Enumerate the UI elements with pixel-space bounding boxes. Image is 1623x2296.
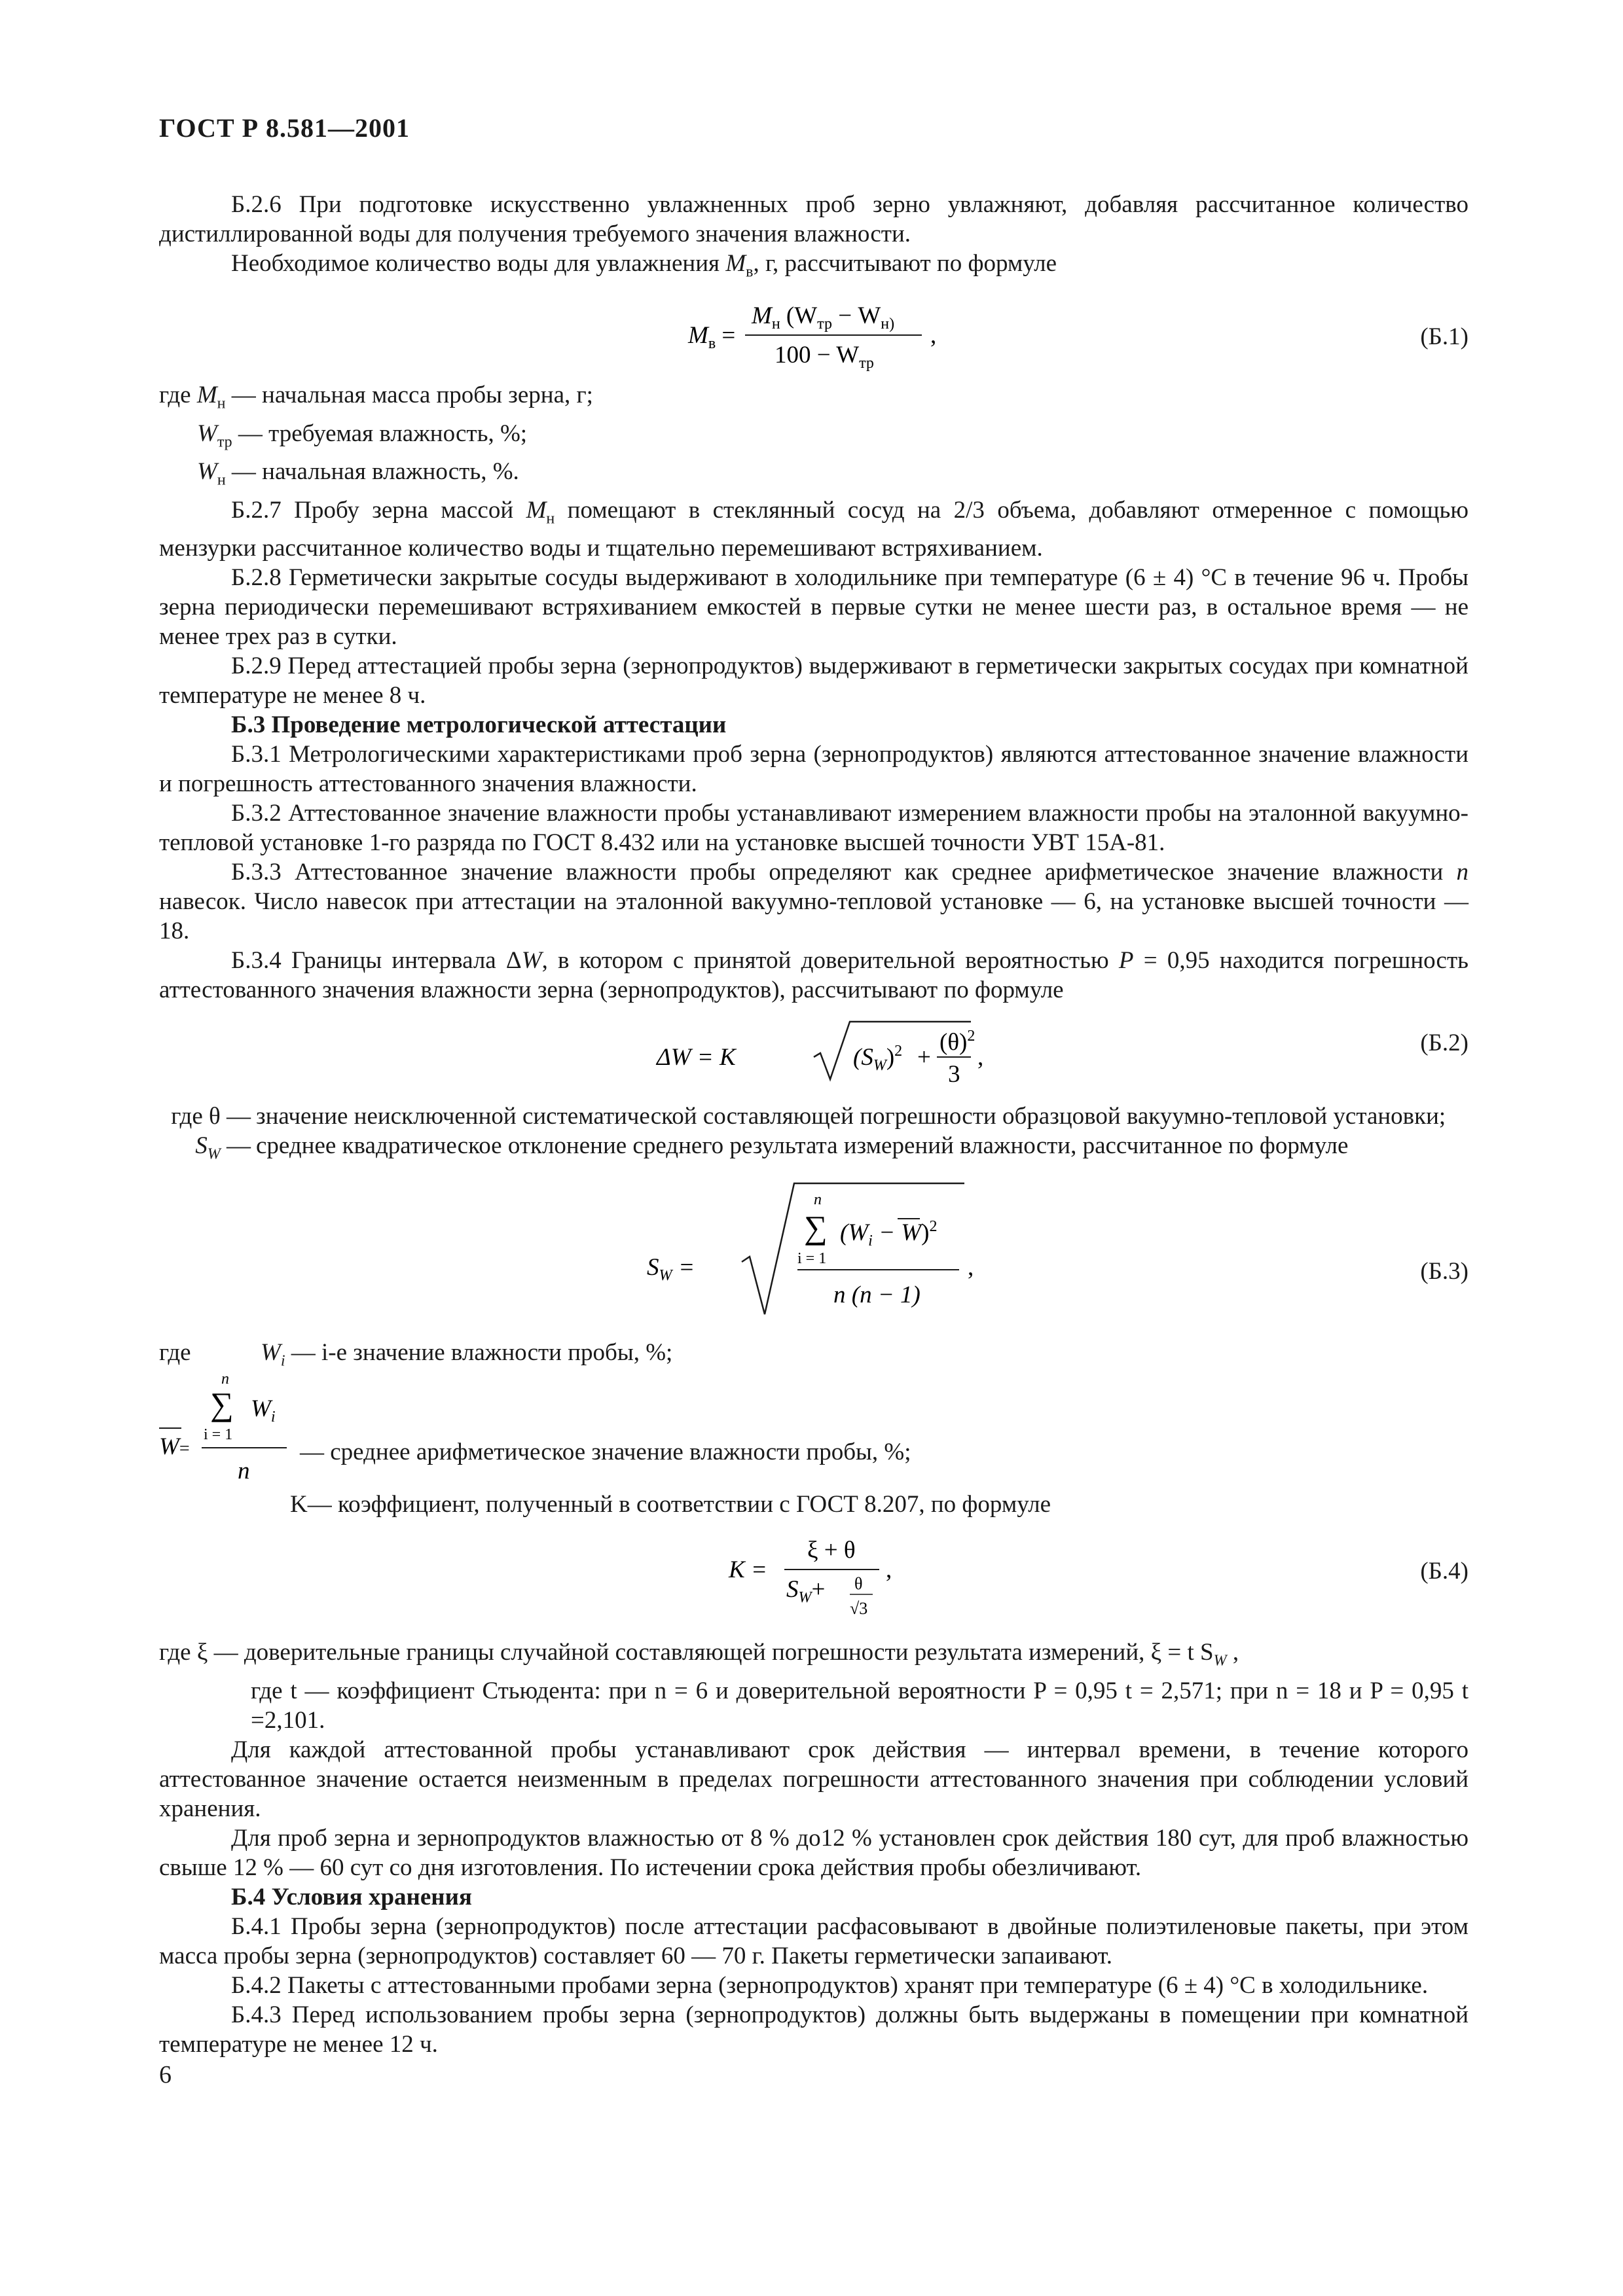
svg-text:ΔW = K: ΔW = K <box>657 1043 736 1071</box>
svg-text:n: n <box>221 1371 229 1388</box>
paragraph-water-amount: Необходимое количество воды для увлажнения $M_в$, г, рассчитывают по формуле <box>231 250 1057 281</box>
legend-b2-row: где θ — значение неисключенной систематической составляющей погрешности образцовой вакуумно-тепловой установки; <box>171 1102 1446 1130</box>
svg-text:Mв =: $M_в$ = <box>688 322 736 353</box>
formula-number-b3: (Б.3) <box>1420 1258 1468 1285</box>
legend-b3 <box>159 1338 1468 1521</box>
svg-text:n: n <box>814 1191 822 1209</box>
formula-b2 <box>159 1014 1468 1092</box>
svg-text:SW+: $S_W+$ <box>786 1576 826 1607</box>
legend-b1 <box>159 380 1468 495</box>
paragraph-b28: Б.2.8 Герметически закрытые сосуды выдерживают в холодильнике при температуре (6 ± 4) °С в течение 96 ч. Пробы зерна периодически перемешивают встряхиванием емкостей в первые сутки не менее шести раз, в остальное время — не менее трех раз в сутки. <box>159 564 1468 650</box>
paragraph-b34: Б.3.4 Границы интервала ΔW, в котором с принятой доверительной вероятностью P = 0,95 находится погрешность аттестованного значения влажности зерна (зернопродуктов), рассчитывают по формуле <box>159 946 1469 1003</box>
paragraph-b26: Б.2.6 При подготовке искусственно увлажненных проб зерно увлажняют, добавляя рассчитанное количество дистиллированной воды для получения требуемого значения влажности. <box>159 191 1468 247</box>
paragraph-b32: Б.3.2 Аттестованное значение влажности пробы устанавливают измерением влажности пробы на эталонной вакуумно-тепловой установке 1-го разряда по ГОСТ 8.432 или на установке высшей точности УВТ 15А-81. <box>159 799 1468 856</box>
svg-text:n: n <box>238 1458 250 1485</box>
paragraph-b41: Б.4.1 Пробы зерна (зернопродуктов) после аттестации расфасовывают в двойные полиэтиленовые пакеты, при этом масса пробы зерна (зернопродуктов) составляет 60 — 70 г. Пакеты герметически запаивают. <box>159 1912 1468 1969</box>
svg-text:i = 1: i = 1 <box>797 1250 827 1268</box>
formula-number-b2: (Б.2) <box>1420 1029 1468 1056</box>
document-body <box>159 190 1468 2059</box>
svg-text:∑: ∑ <box>804 1209 828 1246</box>
paragraph-validity-1: Для каждой аттестованной пробы устанавливают срок действия — интервал времени, в течение которого аттестованное значение остается неизменным в пределах погрешности аттестованного значения при соблюдении условий хранения. <box>159 1736 1468 1822</box>
paragraph-validity-2: Для проб зерна и зернопродуктов влажностью от 8 % до12 % установлен срок действия 180 сут, для проб влажностью свыше 12 % — 60 сут со дня изготовления. По истечении срока действия пробы обезличивают. <box>159 1824 1468 1881</box>
svg-text:+: + <box>917 1043 931 1071</box>
svg-text:√3: √3 <box>850 1599 868 1619</box>
paragraph-b27: Б.2.7 Пробу зерна массой $M_н$ помещают в стеклянный сосуд на 2/3 объема, добавляют отмеренное с помощью мензурки рассчитанное количество воды и тщательно перемешивают встряхиванием. <box>159 496 1469 562</box>
svg-text:(θ)2: $(\theta)^2$ <box>939 1027 976 1056</box>
formula-number-b4: (Б.4) <box>1420 1558 1468 1585</box>
svg-text:Wi: $W_i$ <box>251 1395 276 1426</box>
svg-text:θ: θ <box>854 1574 863 1594</box>
svg-text:,: , <box>977 1043 984 1071</box>
svg-text:K =: K = <box>729 1556 767 1584</box>
svg-text:ξ + θ: ξ + θ <box>807 1537 856 1564</box>
legend-b1-row: где $M_н$ — начальная масса пробы зерна, г; <box>159 382 593 412</box>
legend-b4-xi: где ξ — доверительные границы случайной составляющей погрешности результата измерений, ξ = t $S_W$ , <box>159 1639 1239 1670</box>
svg-text:(SW)2: $(S_W)^2$ <box>853 1042 903 1074</box>
svg-text:,: , <box>930 322 937 350</box>
section-heading-b4: Б.4 Условия хранения <box>231 1883 472 1910</box>
svg-text:100 − Wтр: $100 - W_{тр}$ <box>775 342 874 372</box>
paragraph-b29: Б.2.9 Перед аттестацией пробы зерна (зернопродуктов) выдерживают в герметически закрытых сосудах при комнатной температуре не менее 8 ч. <box>159 652 1468 709</box>
paragraph-b43: Б.4.3 Перед использованием пробы зерна (зернопродуктов) должны быть выдержаны в помещении при комнатной температуре не менее 12 ч. <box>159 2001 1468 2058</box>
section-heading-b3: Б.3 Проведение метрологической аттестации <box>231 711 727 738</box>
formula-b1 <box>159 296 1468 371</box>
svg-text:,: , <box>968 1254 974 1282</box>
legend-b1-row: $W_н$ — начальная влажность, %. <box>197 458 519 489</box>
svg-text:3: 3 <box>948 1060 960 1088</box>
legend-b4-t: где t — коэффициент Стьюдента: при n = 6 и доверительной вероятности P = 0,95 t = 2,571; при n = 18 и P = 0,95 t =2,101. <box>251 1677 1468 1734</box>
document-header: ГОСТ Р 8.581—2001 <box>159 113 410 143</box>
formula-b3 <box>159 1178 1468 1329</box>
formula-number-b1: (Б.1) <box>1420 323 1468 351</box>
svg-text:n (n − 1): n (n − 1) <box>833 1282 921 1309</box>
legend-b4 <box>159 1638 1468 1734</box>
svg-text:∑: ∑ <box>210 1386 234 1423</box>
svg-text:(Wi − W)2: $(W_i - W)^2$ <box>840 1218 938 1250</box>
page-number: 6 <box>159 2061 172 2089</box>
svg-text:i = 1: i = 1 <box>204 1426 233 1444</box>
svg-text:Mн (Wтр − Wн): $M_н$ ($W_{тр} - W_{н)}$ <box>752 302 895 333</box>
svg-text:,: , <box>886 1556 892 1584</box>
svg-text:W=: W= <box>159 1433 190 1461</box>
legend-b3-where: где <box>159 1339 191 1367</box>
paragraph-b42: Б.4.2 Пакеты с аттестованными пробами зерна (зернопродуктов) хранят при температуре (6 ± 4) °С в холодильнике. <box>231 1971 1429 1999</box>
legend-b3-k: K— коэффициент, полученный в соответствии с ГОСТ 8.207, по формуле <box>290 1491 1051 1518</box>
legend-b2-row: $S_W$ — среднее квадратическое отклонение среднего результата измерений влажности, рассчитанное по формуле <box>195 1132 1349 1163</box>
legend-b1-row: $W_{тр}$ — требуемая влажность, %; <box>197 420 528 451</box>
legend-b3-wi: $W_i$ — i-е значение влажности пробы, %; <box>261 1339 673 1370</box>
svg-text:SW=: $S_W$ = <box>647 1254 694 1285</box>
paragraph-b31: Б.3.1 Метрологическими характеристиками проб зерна (зернопродуктов) являются аттестованное значение влажности и погрешность аттестованного значения влажности. <box>159 740 1468 797</box>
legend-b3-mean-text: — среднее арифметическое значение влажности пробы, %; <box>300 1439 911 1466</box>
paragraph-b33: Б.3.3 Аттестованное значение влажности пробы определяют как среднее арифметическое значение влажности n навесок. Число навесок при аттестации на эталонной вакуумно-тепловой установке — 6, на установке высшей точности — 18. <box>159 858 1468 944</box>
formula-b4 <box>159 1530 1468 1628</box>
legend-b2 <box>159 1102 1468 1169</box>
